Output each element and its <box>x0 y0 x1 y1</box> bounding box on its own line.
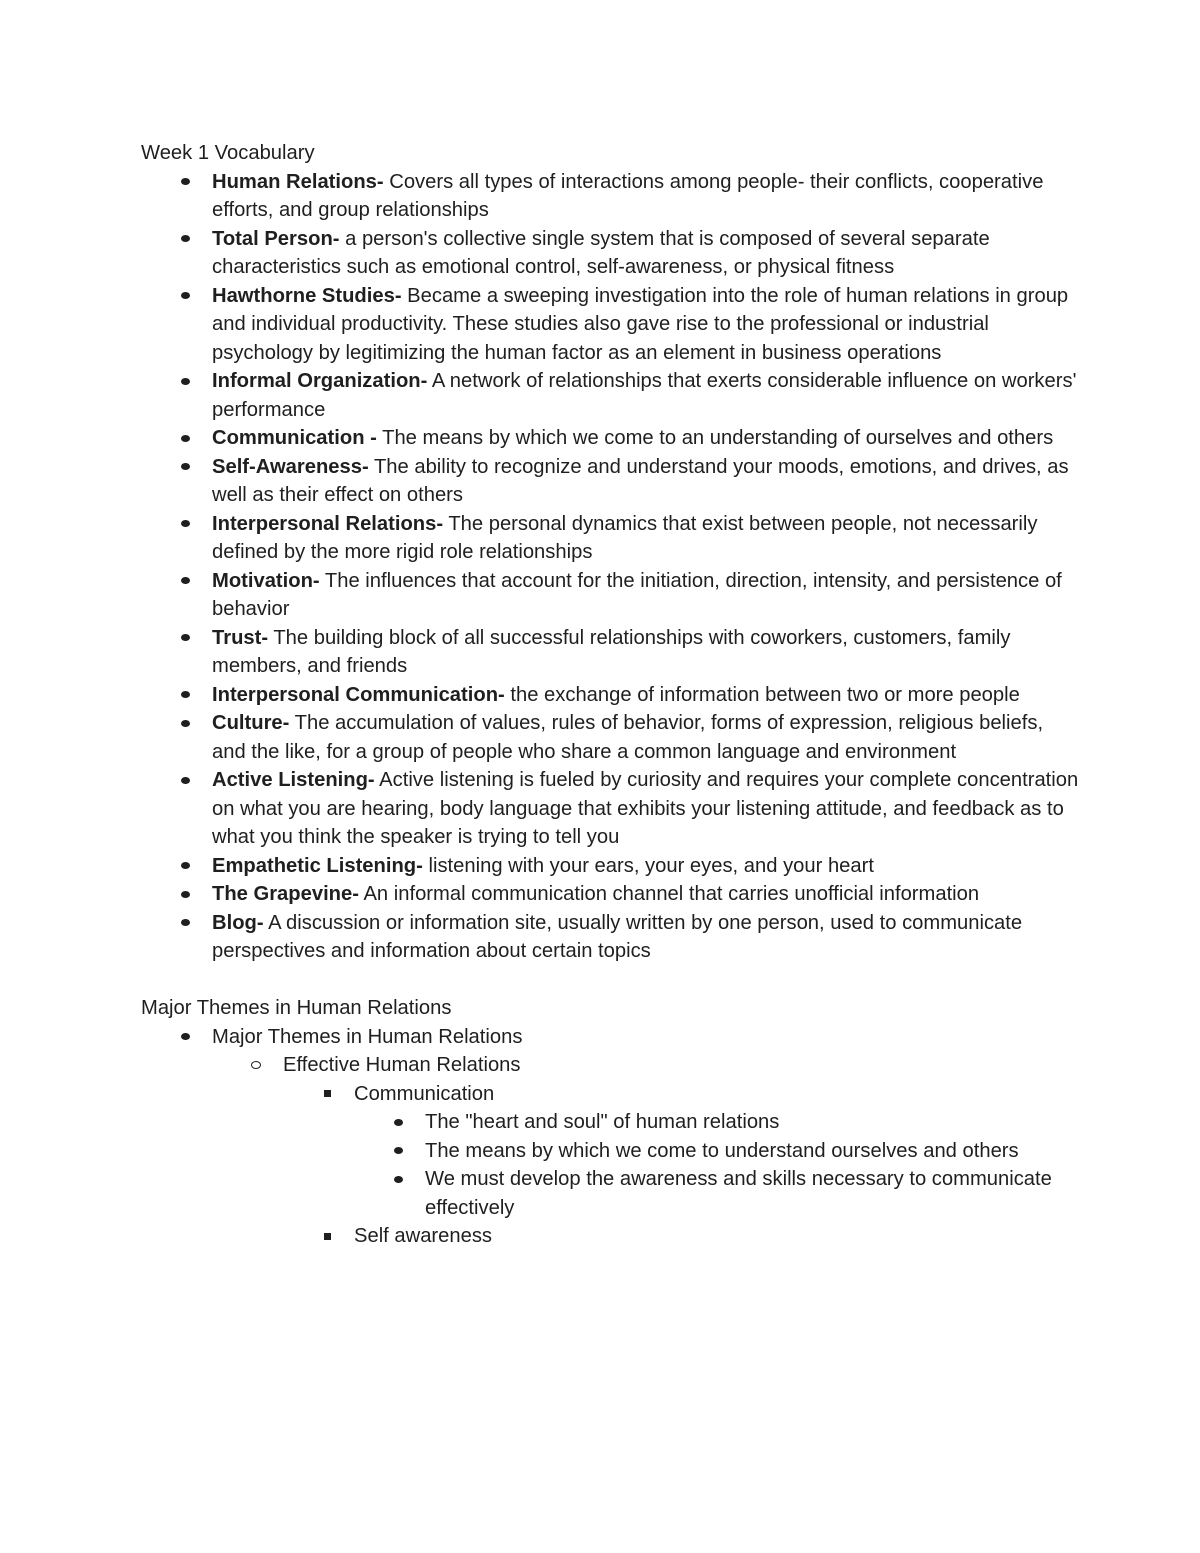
theme-sublabel: Effective Human Relations <box>283 1054 521 1076</box>
bullet-icon <box>175 681 195 710</box>
vocab-term: Trust- <box>212 626 269 649</box>
vocab-item <box>141 367 1081 424</box>
hollow-bullet-icon <box>246 1051 266 1080</box>
topic-label: Self awareness <box>354 1225 493 1247</box>
bullet-icon <box>388 1137 408 1166</box>
vocab-item <box>141 681 1081 710</box>
bullet-icon <box>175 453 195 482</box>
section-spacer <box>141 966 1081 995</box>
vocab-term: Blog- <box>212 911 264 934</box>
square-bullet-icon <box>317 1222 337 1251</box>
vocab-definition: A discussion or information site, usually written by one person, used to communicate perspectives and information about certain topics <box>212 911 1023 962</box>
bullet-icon <box>175 282 195 311</box>
bullet-icon <box>175 424 195 453</box>
communication-points <box>354 1108 1081 1222</box>
vocab-item <box>141 766 1081 852</box>
bullet-icon <box>175 709 195 738</box>
vocab-term: Culture- <box>212 712 290 734</box>
bullet-icon <box>175 1023 195 1052</box>
vocab-item <box>141 225 1081 282</box>
vocab-item <box>141 453 1081 510</box>
point-text: The "heart and soul" of human relations <box>425 1111 780 1133</box>
point-text: We must develop the awareness and skills necessary to communicate effectively <box>425 1168 1052 1219</box>
vocab-definition: a person's collective single system that is composed of several separate characteristics such as emotional control, self-awareness, or physical fitness <box>212 227 990 278</box>
vocab-term: Human Relations- <box>212 170 384 193</box>
vocab-term: Hawthorne Studies- <box>212 284 402 307</box>
vocab-definition: The means by which we come to an understanding of ourselves and others <box>376 427 1054 449</box>
vocab-term: Motivation- <box>212 569 320 592</box>
bullet-icon <box>175 567 195 596</box>
bullet-icon <box>388 1165 408 1194</box>
bullet-icon <box>175 510 195 539</box>
vocab-definition: listening with your ears, your eyes, and your heart <box>422 854 874 877</box>
vocab-term: Interpersonal Communication- <box>212 683 505 706</box>
vocab-definition: the exchange of information between two or more people <box>504 683 1020 706</box>
vocab-definition: The personal dynamics that exist between people, not necessarily defined by the more rigid role relationships <box>212 512 1038 563</box>
vocab-term: Total Person- <box>212 227 340 250</box>
theme-topic-list <box>283 1080 1081 1251</box>
vocab-term: Interpersonal Relations- <box>212 512 444 535</box>
square-bullet-icon <box>317 1080 337 1109</box>
point-text: The means by which we come to understand ourselves and others <box>425 1139 1019 1162</box>
vocab-definition: The accumulation of values, rules of behavior, forms of expression, religious beliefs, and the like, for a group of people who share a common language and environment <box>212 712 1044 763</box>
vocab-list <box>141 168 1081 966</box>
vocab-heading: Week 1 Vocabulary <box>141 142 315 164</box>
vocab-definition: The ability to recognize and understand your moods, emotions, and drives, as well as their effect on others <box>212 455 1069 506</box>
vocab-definition: A network of relationships that exerts considerable influence on workers' performance <box>212 370 1077 421</box>
vocab-term: Self-Awareness- <box>212 455 369 478</box>
communication-point <box>354 1108 1081 1137</box>
communication-point <box>354 1165 1081 1222</box>
bullet-icon <box>175 880 195 909</box>
bullet-icon <box>175 624 195 653</box>
topic-communication <box>283 1080 1081 1223</box>
vocab-term: The Grapevine- <box>212 883 359 905</box>
vocab-item <box>141 282 1081 368</box>
bullet-icon <box>175 852 195 881</box>
bullet-icon <box>388 1108 408 1137</box>
vocab-item <box>141 852 1081 881</box>
vocab-definition: Active listening is fueled by curiosity and requires your complete concentration on what you are hearing, body language that exhibits your listening attitude, and feedback as to what you think the speaker is trying to tell you <box>212 769 1079 848</box>
bullet-icon <box>175 766 195 795</box>
vocab-item <box>141 168 1081 225</box>
bullet-icon <box>175 168 195 197</box>
vocab-item <box>141 510 1081 567</box>
topic-label: Communication <box>354 1082 495 1105</box>
vocab-definition: The building block of all successful relationships with coworkers, customers, family members, and friends <box>212 626 1011 677</box>
vocab-definition: An informal communication channel that carries unofficial information <box>358 883 980 905</box>
theme-label: Major Themes in Human Relations <box>212 1025 523 1048</box>
document-page <box>141 139 1081 1251</box>
communication-point <box>354 1137 1081 1166</box>
theme-sublist <box>212 1051 1081 1251</box>
bullet-icon <box>175 225 195 254</box>
vocab-item <box>141 624 1081 681</box>
vocab-definition: Covers all types of interactions among people- their conflicts, cooperative efforts, and group relationships <box>212 170 1044 221</box>
vocab-term: Empathetic Listening- <box>212 854 423 877</box>
vocab-definition: The influences that account for the initiation, direction, intensity, and persistence of behavior <box>212 569 1062 620</box>
themes-heading: Major Themes in Human Relations <box>141 997 452 1019</box>
vocab-definition: Became a sweeping investigation into the role of human relations in group and individual productivity. These studies also gave rise to the professional or industrial psychology by legitimizing the human factor as an element in business operations <box>212 284 1069 364</box>
bullet-icon <box>175 367 195 396</box>
topic-self-awareness <box>283 1222 1081 1251</box>
vocab-term: Informal Organization- <box>212 370 428 392</box>
bullet-icon <box>175 909 195 938</box>
vocab-term: Active Listening- <box>212 769 375 791</box>
vocab-item <box>141 880 1081 909</box>
theme-item <box>141 1023 1081 1251</box>
theme-subitem <box>212 1051 1081 1251</box>
vocab-item <box>141 709 1081 766</box>
vocab-item <box>141 424 1081 453</box>
vocab-item <box>141 567 1081 624</box>
themes-list <box>141 1023 1081 1251</box>
vocab-item <box>141 909 1081 966</box>
vocab-term: Communication - <box>212 427 377 449</box>
